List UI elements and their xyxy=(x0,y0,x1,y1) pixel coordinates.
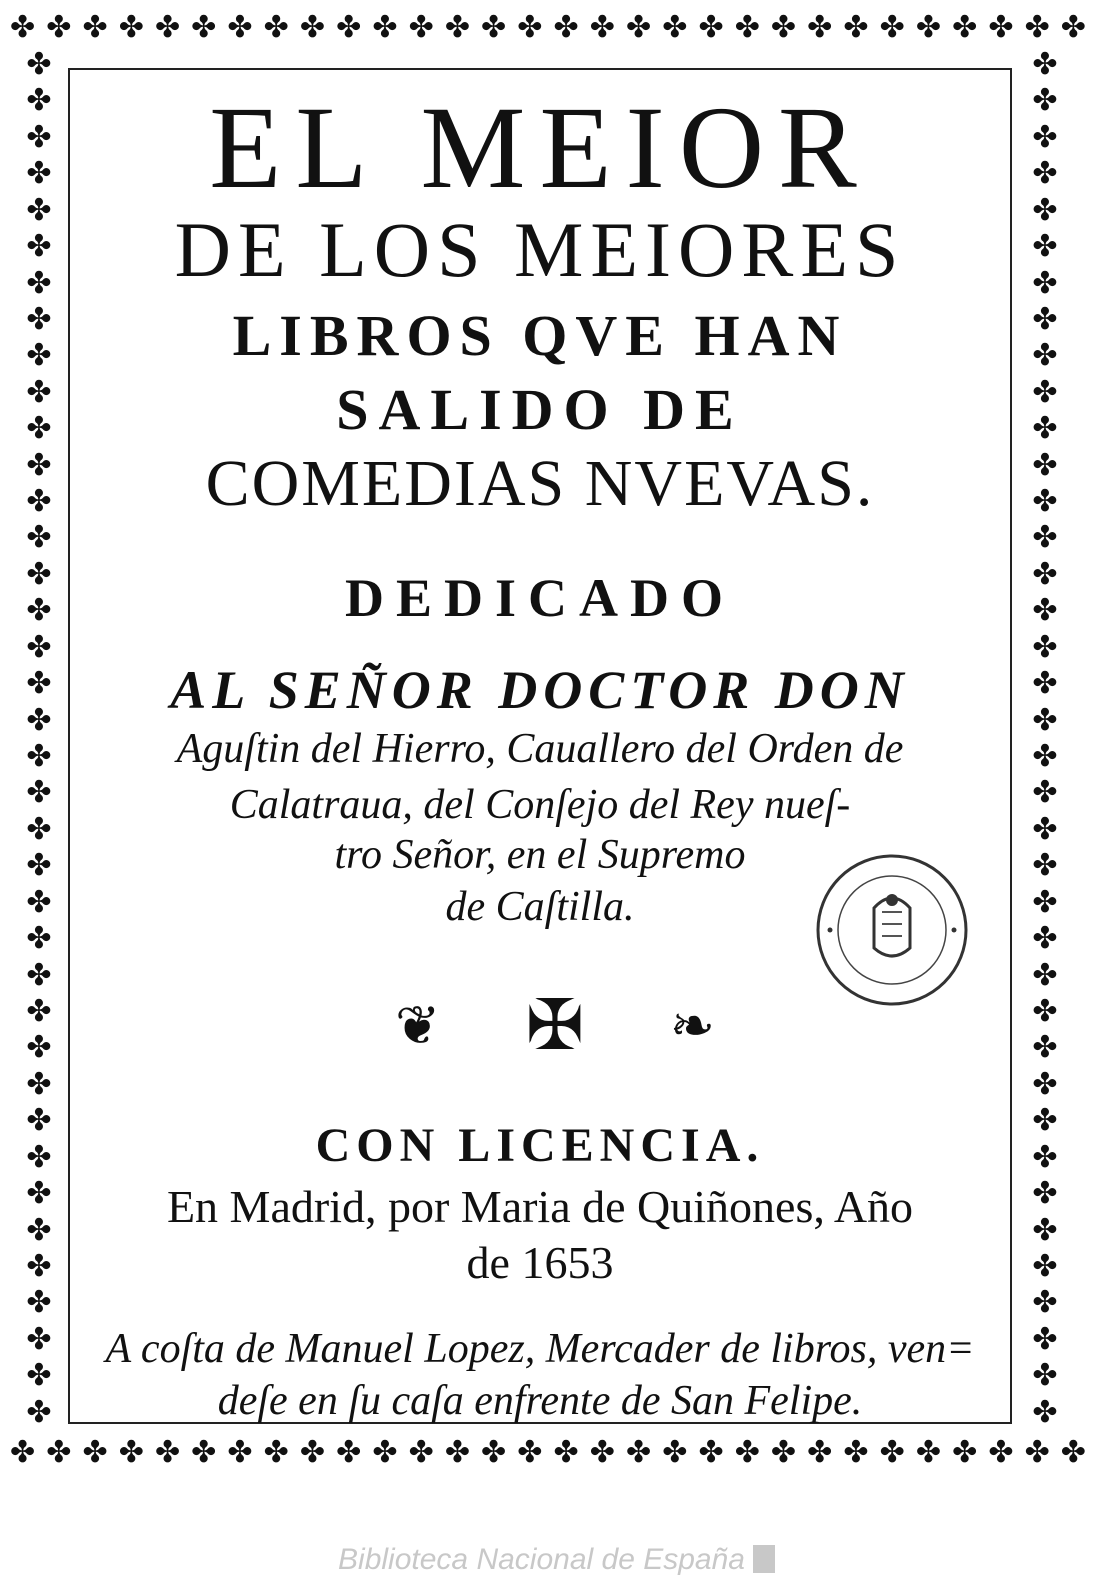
fleuron-icon: ✤ xyxy=(1032,338,1058,374)
fleuron-icon: ✤ xyxy=(1032,119,1058,155)
title-line-2: DE LOS MEIORES xyxy=(174,206,906,293)
fleuron-icon: ✤ xyxy=(46,10,72,45)
fleuron-icon: ✤ xyxy=(26,265,52,301)
ornamental-border-top xyxy=(10,6,1086,50)
fleuron-icon: ✤ xyxy=(988,10,1014,45)
fleuron-icon: ✤ xyxy=(734,10,760,45)
fleuron-icon: ✤ xyxy=(807,10,833,45)
fleuron-icon: ✤ xyxy=(263,1435,289,1470)
fleuron-icon: ✤ xyxy=(1032,156,1058,192)
ornamental-border-right xyxy=(1014,50,1076,1428)
fleuron-icon: ✤ xyxy=(26,83,52,119)
printers-ornament xyxy=(395,984,715,1066)
fleuron-icon: ✤ xyxy=(1032,811,1058,847)
fleuron-icon: ✤ xyxy=(770,1435,797,1470)
fleuron-icon: ✤ xyxy=(26,775,52,811)
fleuron-icon: ✤ xyxy=(336,1435,362,1470)
fleuron-icon: ✤ xyxy=(118,10,144,45)
fleuron-icon: ✤ xyxy=(26,301,52,337)
fleuron-icon: ✤ xyxy=(1032,1103,1058,1139)
fleuron-icon: ✤ xyxy=(1032,739,1058,775)
fleuron-icon: ✤ xyxy=(662,10,688,45)
fleuron-icon: ✤ xyxy=(662,1435,688,1470)
fleuron-icon: ✤ xyxy=(1032,1139,1058,1175)
fleuron-icon: ✤ xyxy=(1032,1358,1058,1394)
fleuron-icon: ✤ xyxy=(26,1030,52,1066)
fleuron-icon: ✤ xyxy=(1032,1321,1058,1357)
fleuron-icon: ✤ xyxy=(843,1435,869,1470)
fleuron-icon: ✤ xyxy=(625,10,652,45)
fleuron-icon: ✤ xyxy=(843,10,869,45)
fleuron-icon: ✤ xyxy=(1024,1435,1050,1470)
fleuron-icon: ✤ xyxy=(1032,411,1058,447)
fleuron-icon: ✤ xyxy=(227,1435,253,1470)
fleuron-icon: ✤ xyxy=(26,1176,52,1212)
dedication-line-4: tro Señor, en el Supremo xyxy=(334,832,746,878)
title-line-1: EL MEIOR xyxy=(209,82,871,213)
fleuron-icon: ✤ xyxy=(26,447,52,483)
fleuron-icon: ✤ xyxy=(879,10,905,45)
fleuron-icon: ✤ xyxy=(191,1435,217,1470)
fleuron-icon: ✤ xyxy=(26,593,52,629)
title-line-3: LIBROS QVE HAN xyxy=(232,303,848,368)
right-flourish-icon: ❧ xyxy=(669,993,715,1057)
fleuron-icon: ✤ xyxy=(625,1435,652,1470)
fleuron-icon: ✤ xyxy=(26,156,52,192)
fleuron-icon: ✤ xyxy=(26,1394,52,1428)
imprint-line-1: En Madrid, por Maria de Quiñones, Año xyxy=(166,1181,914,1232)
fleuron-icon: ✤ xyxy=(589,1435,615,1470)
ornamental-border-bottom xyxy=(10,1428,1086,1478)
fleuron-icon: ✤ xyxy=(1032,374,1058,410)
fleuron-icon: ✤ xyxy=(336,10,362,45)
fleuron-icon: ✤ xyxy=(26,119,52,155)
fleuron-icon: ✤ xyxy=(299,10,326,45)
fleuron-icon: ✤ xyxy=(444,1435,470,1470)
title-line-4: SALIDO DE xyxy=(336,377,744,442)
fleuron-icon: ✤ xyxy=(26,484,52,520)
dedication-line-1: AL SEÑOR DOCTOR DON xyxy=(170,660,910,720)
left-flourish-icon: ❦ xyxy=(395,993,441,1057)
watermark-text: Biblioteca Nacional de España xyxy=(338,1543,745,1576)
fleuron-icon: ✤ xyxy=(952,10,978,45)
fleuron-icon: ✤ xyxy=(26,1139,52,1175)
fleuron-icon: ✤ xyxy=(26,556,52,592)
fleuron-icon: ✤ xyxy=(191,10,217,45)
fleuron-icon: ✤ xyxy=(1024,10,1050,45)
fleuron-icon: ✤ xyxy=(1032,921,1058,957)
bookseller-line-1: A coſta de Manuel Lopez, Mercader de libros, ven= xyxy=(105,1326,975,1372)
fleuron-icon: ✤ xyxy=(1032,1030,1058,1066)
fleuron-icon: ✤ xyxy=(26,192,52,228)
library-watermark xyxy=(0,1540,1113,1580)
fleuron-icon: ✤ xyxy=(26,921,52,957)
title-line-5: COMEDIAS NVEVAS. xyxy=(205,447,875,520)
fleuron-icon: ✤ xyxy=(1032,301,1058,337)
library-logo-icon xyxy=(753,1545,775,1573)
dedication-line-2: Aguſtin del Hierro, Cauallero del Orden de xyxy=(176,726,904,772)
fleuron-icon: ✤ xyxy=(770,10,797,45)
fleuron-icon: ✤ xyxy=(408,10,434,45)
fleuron-icon: ✤ xyxy=(1032,1176,1058,1212)
dedication-line-5: de Caſtilla. xyxy=(445,884,635,930)
fleuron-icon: ✤ xyxy=(517,1435,543,1470)
fleuron-icon: ✤ xyxy=(1032,629,1058,665)
fleuron-icon: ✤ xyxy=(1032,593,1058,629)
fleuron-icon: ✤ xyxy=(1032,1066,1058,1102)
fleuron-icon: ✤ xyxy=(915,10,941,45)
fleuron-icon: ✤ xyxy=(26,1285,52,1321)
fleuron-icon: ✤ xyxy=(372,10,398,45)
fleuron-icon: ✤ xyxy=(26,629,52,665)
fleuron-icon: ✤ xyxy=(1032,848,1058,884)
fleuron-icon: ✤ xyxy=(82,10,108,45)
cross-icon: ✠ xyxy=(525,984,585,1066)
fleuron-icon: ✤ xyxy=(698,10,724,45)
fleuron-icon: ✤ xyxy=(1032,447,1058,483)
fleuron-icon: ✤ xyxy=(1032,520,1058,556)
fleuron-icon: ✤ xyxy=(372,1435,398,1470)
fleuron-icon: ✤ xyxy=(1032,993,1058,1029)
fleuron-icon: ✤ xyxy=(1060,1435,1086,1470)
fleuron-icon: ✤ xyxy=(408,1435,434,1470)
fleuron-icon: ✤ xyxy=(26,1248,52,1284)
fleuron-icon: ✤ xyxy=(1032,1394,1058,1428)
dedication-heading: DEDICADO xyxy=(344,568,736,628)
fleuron-icon: ✤ xyxy=(263,10,289,45)
fleuron-icon: ✤ xyxy=(227,10,253,45)
bookseller-line-2: deſe en ſu caſa enfrente de San Felipe. xyxy=(217,1378,863,1424)
fleuron-icon: ✤ xyxy=(807,1435,833,1470)
fleuron-icon: ✤ xyxy=(26,739,52,775)
fleuron-icon: ✤ xyxy=(1032,556,1058,592)
fleuron-icon: ✤ xyxy=(1060,10,1086,45)
fleuron-icon: ✤ xyxy=(26,374,52,410)
fleuron-icon: ✤ xyxy=(1032,666,1058,702)
fleuron-icon: ✤ xyxy=(46,1435,72,1470)
fleuron-icon: ✤ xyxy=(553,1435,579,1470)
fleuron-icon: ✤ xyxy=(1032,884,1058,920)
fleuron-icon: ✤ xyxy=(1032,192,1058,228)
fleuron-icon: ✤ xyxy=(26,993,52,1029)
fleuron-icon: ✤ xyxy=(517,10,543,45)
fleuron-icon: ✤ xyxy=(1032,1248,1058,1284)
fleuron-icon: ✤ xyxy=(1032,83,1058,119)
fleuron-icon: ✤ xyxy=(154,1435,181,1470)
fleuron-icon: ✤ xyxy=(154,10,181,45)
license-line: CON LICENCIA. xyxy=(315,1119,765,1172)
fleuron-icon: ✤ xyxy=(10,1435,36,1470)
fleuron-icon: ✤ xyxy=(1032,1212,1058,1248)
fleuron-icon: ✤ xyxy=(118,1435,144,1470)
fleuron-icon: ✤ xyxy=(988,1435,1014,1470)
imprint-line-2: de 1653 xyxy=(466,1237,614,1288)
fleuron-icon: ✤ xyxy=(26,848,52,884)
fleuron-icon: ✤ xyxy=(1032,1285,1058,1321)
fleuron-icon: ✤ xyxy=(1032,702,1058,738)
fleuron-icon: ✤ xyxy=(10,10,36,45)
fleuron-icon: ✤ xyxy=(82,1435,108,1470)
fleuron-icon: ✤ xyxy=(481,10,507,45)
fleuron-icon: ✤ xyxy=(26,884,52,920)
fleuron-icon: ✤ xyxy=(734,1435,760,1470)
fleuron-icon: ✤ xyxy=(26,1321,52,1357)
fleuron-icon: ✤ xyxy=(26,1212,52,1248)
fleuron-icon: ✤ xyxy=(1032,957,1058,993)
fleuron-icon: ✤ xyxy=(26,50,52,82)
fleuron-icon: ✤ xyxy=(1032,229,1058,265)
fleuron-icon: ✤ xyxy=(299,1435,326,1470)
fleuron-icon: ✤ xyxy=(444,10,470,45)
fleuron-icon: ✤ xyxy=(1032,484,1058,520)
fleuron-icon: ✤ xyxy=(879,1435,905,1470)
dedication-line-3: Calatraua, del Conſejo del Rey nueſ- xyxy=(229,782,851,828)
fleuron-icon: ✤ xyxy=(915,1435,941,1470)
fleuron-icon: ✤ xyxy=(1032,50,1058,82)
fleuron-icon: ✤ xyxy=(26,411,52,447)
fleuron-icon: ✤ xyxy=(952,1435,978,1470)
fleuron-icon: ✤ xyxy=(553,10,579,45)
fleuron-icon: ✤ xyxy=(1032,265,1058,301)
fleuron-icon: ✤ xyxy=(26,520,52,556)
fleuron-icon: ✤ xyxy=(26,666,52,702)
fleuron-icon: ✤ xyxy=(698,1435,724,1470)
fleuron-icon: ✤ xyxy=(26,702,52,738)
fleuron-icon: ✤ xyxy=(26,957,52,993)
fleuron-icon: ✤ xyxy=(26,1358,52,1394)
fleuron-icon: ✤ xyxy=(26,338,52,374)
fleuron-icon: ✤ xyxy=(26,1103,52,1139)
fleuron-icon: ✤ xyxy=(1032,775,1058,811)
fleuron-icon: ✤ xyxy=(589,10,615,45)
fleuron-icon: ✤ xyxy=(26,1066,52,1102)
library-stamp xyxy=(812,850,972,1010)
fleuron-icon: ✤ xyxy=(481,1435,507,1470)
fleuron-icon: ✤ xyxy=(26,229,52,265)
ornamental-border-left xyxy=(12,50,66,1428)
fleuron-icon: ✤ xyxy=(26,811,52,847)
